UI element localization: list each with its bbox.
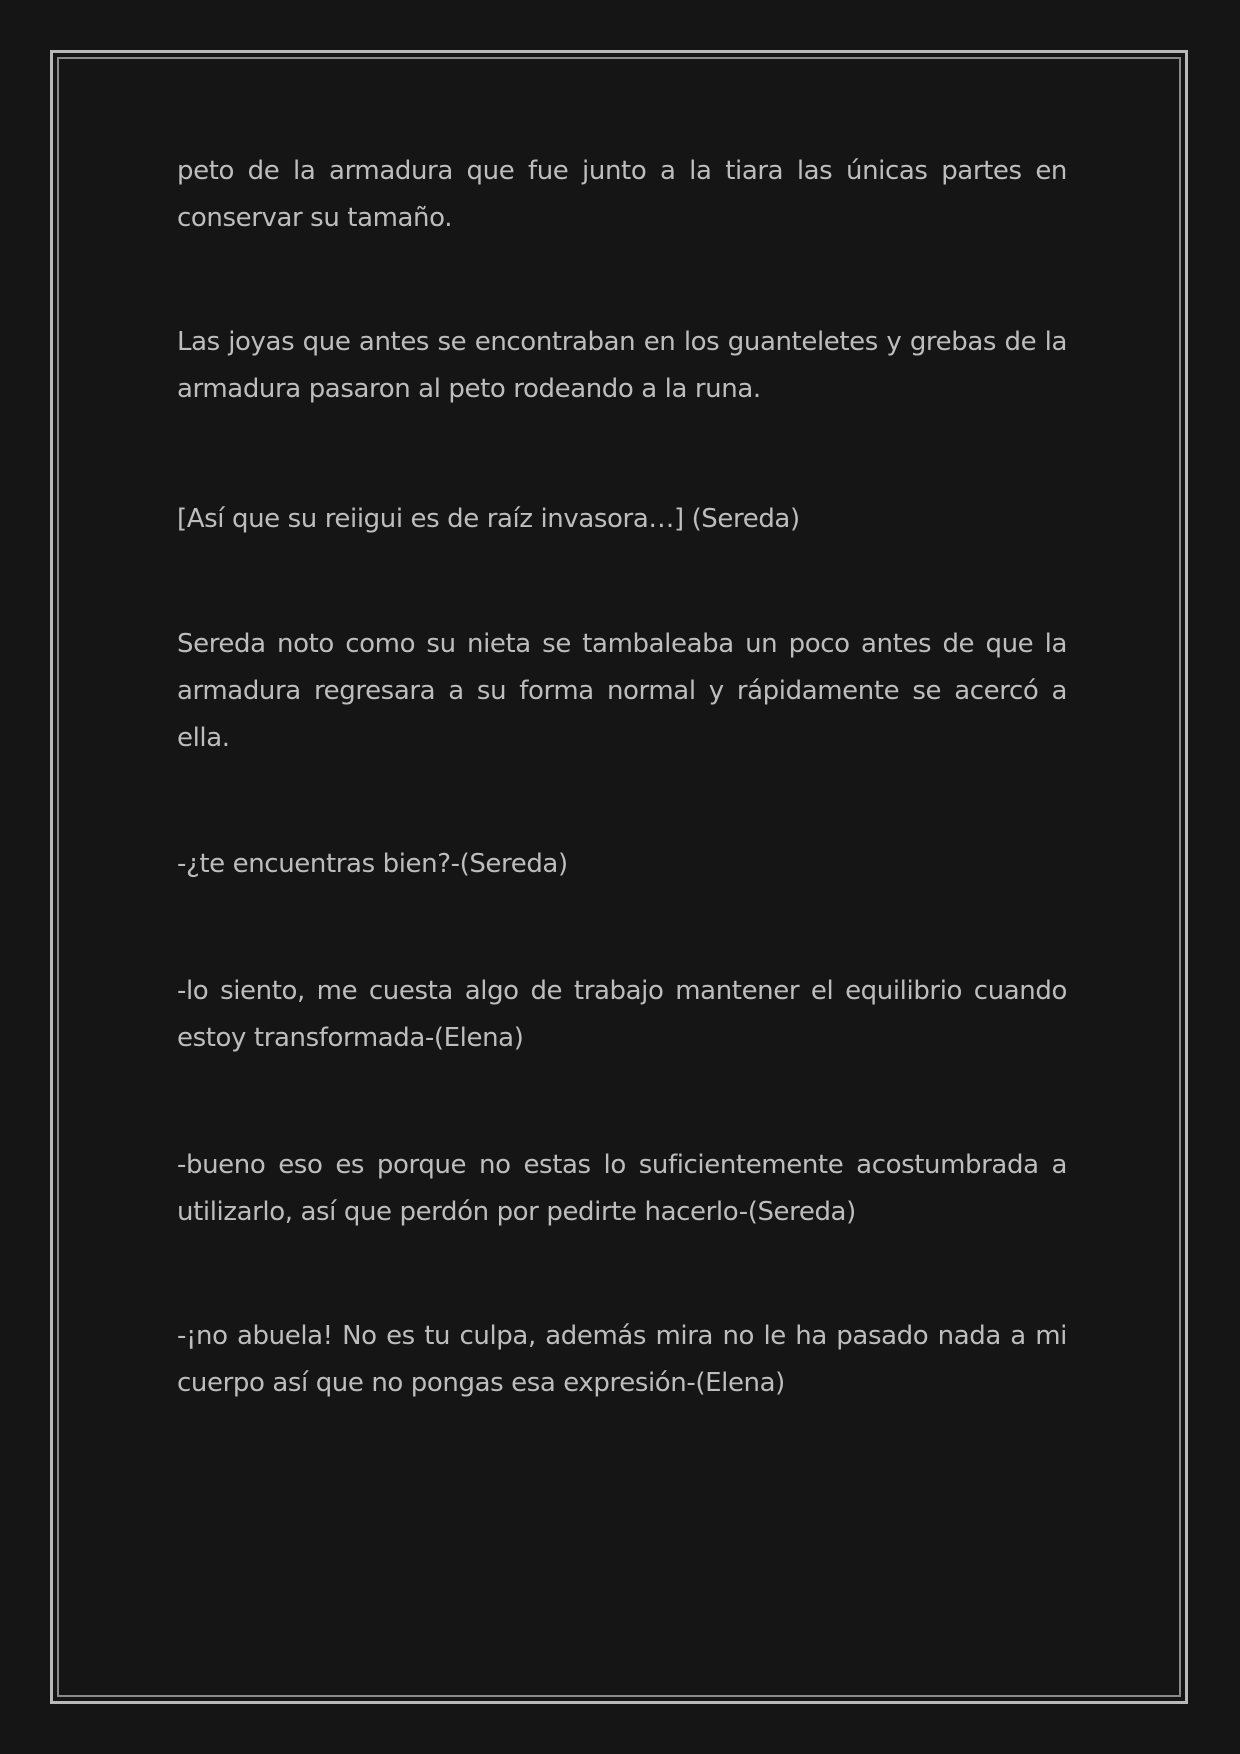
paragraph-3: [Así que su reiigui es de raíz invasora…] (Sereda) bbox=[177, 504, 800, 534]
paragraph-5: -¿te encuentras bien?-(Sereda) bbox=[177, 849, 568, 879]
paragraph-8: -¡no abuela! No es tu culpa, además mira no le ha pasado nada a mi cuerpo así que no pongas esa expresión-(Elena) bbox=[177, 1321, 1067, 1398]
paragraph-2: Las joyas que antes se encontraban en los guanteletes y grebas de la armadura pasaron al peto rodeando a la runa. bbox=[177, 327, 1067, 404]
paragraph-6: -lo siento, me cuesta algo de trabajo mantener el equilibrio cuando estoy transformada-(Elena) bbox=[177, 976, 1067, 1053]
paragraph-7: -bueno eso es porque no estas lo suficientemente acostumbrada a utilizarlo, así que perdón por pedirte hacerlo-(Sereda) bbox=[177, 1150, 1067, 1227]
paragraph-4: Sereda noto como su nieta se tambaleaba un poco antes de que la armadura regresara a su forma normal y rápidamente se acercó a ella. bbox=[177, 629, 1067, 753]
paragraph-1: peto de la armadura que fue junto a la tiara las únicas partes en conservar su tamaño. bbox=[177, 156, 1067, 233]
